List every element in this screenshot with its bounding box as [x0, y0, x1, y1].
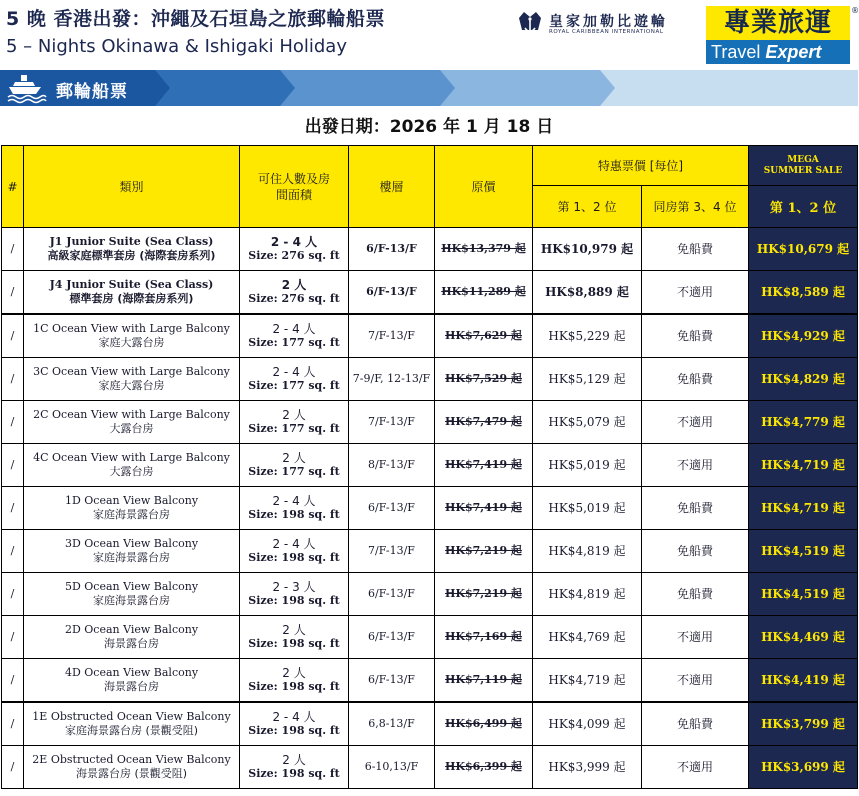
room-name-zh: 家庭海景露台房 (景觀受阻) — [64, 724, 199, 737]
row-hash: / — [2, 702, 24, 746]
third-fourth-guest: 免船費 — [642, 358, 749, 401]
original-price: HK$7,419 起 — [435, 487, 533, 530]
mega-sale-price: HK$3,699 起 — [749, 746, 858, 789]
royal-caribbean-logo — [515, 8, 675, 40]
col-special: 特惠票價 [每位] — [533, 146, 749, 186]
occupancy-size — [240, 616, 349, 659]
special-price: HK$5,229 起 — [533, 314, 642, 358]
room-category — [24, 659, 240, 703]
royal-caribbean-en: ROYAL CARIBBEAN INTERNATIONAL — [549, 29, 664, 35]
ship-icon — [6, 72, 46, 104]
mega-sale-price: HK$4,519 起 — [749, 573, 858, 616]
original-price: HK$7,529 起 — [435, 358, 533, 401]
occupancy: 2 - 4 人 — [270, 235, 318, 249]
room-name-en: 5D Ocean View Balcony — [64, 580, 199, 593]
room-name-en: 4D Ocean View Balcony — [64, 666, 199, 679]
original-price: HK$13,379 起 — [435, 228, 533, 271]
row-hash: / — [2, 358, 24, 401]
room-size: Size: 177 sq. ft — [248, 379, 340, 392]
room-name-zh: 家庭海景露台房 — [93, 594, 170, 607]
table-row — [2, 530, 858, 573]
original-price: HK$7,629 起 — [435, 314, 533, 358]
occupancy-size — [240, 314, 349, 358]
original-price: HK$7,419 起 — [435, 444, 533, 487]
room-size: Size: 198 sq. ft — [248, 637, 340, 650]
floor: 7/F-13/F — [349, 530, 435, 573]
travel-expert-zh: 專業旅運 — [706, 6, 850, 40]
col-special-34: 同房第 3、4 位 — [642, 186, 749, 228]
original-price: HK$11,289 起 — [435, 271, 533, 315]
room-size: Size: 198 sq. ft — [248, 680, 340, 693]
travel-expert-en — [706, 40, 850, 64]
col-mega-12-label: 第 1、2 位 — [769, 201, 837, 216]
row-hash: / — [2, 228, 24, 271]
mega-sale-price: HK$8,589 起 — [749, 271, 858, 315]
special-price: HK$4,819 起 — [533, 573, 642, 616]
room-category — [24, 746, 240, 789]
mega-sale-price: HK$4,779 起 — [749, 401, 858, 444]
page-title-en: 5 – Nights Okinawa & Ishigaki Holiday — [6, 36, 347, 57]
occupancy-size — [240, 487, 349, 530]
room-name-en: 3D Ocean View Balcony — [64, 537, 199, 550]
occupancy: 2 - 4 人 — [272, 537, 316, 551]
occupancy-size — [240, 358, 349, 401]
third-fourth-guest: 免船費 — [642, 487, 749, 530]
section-banner — [0, 70, 858, 108]
third-fourth-guest: 免船費 — [642, 573, 749, 616]
floor: 7/F-13/F — [349, 314, 435, 358]
occupancy: 2 - 4 人 — [272, 710, 316, 724]
floor: 6/F-13/F — [349, 573, 435, 616]
mega-sale-price: HK$10,679 起 — [749, 228, 858, 271]
room-size: Size: 198 sq. ft — [248, 551, 340, 564]
col-mega — [749, 146, 858, 186]
third-fourth-guest: 免船費 — [642, 702, 749, 746]
table-row — [2, 616, 858, 659]
room-size: Size: 276 sq. ft — [248, 249, 340, 262]
room-category — [24, 444, 240, 487]
occupancy-size — [240, 530, 349, 573]
original-price: HK$6,499 起 — [435, 702, 533, 746]
row-hash: / — [2, 314, 24, 358]
mega-sale-price: HK$4,929 起 — [749, 314, 858, 358]
col-category: 類別 — [24, 146, 240, 228]
third-fourth-guest: 不適用 — [642, 659, 749, 703]
third-fourth-guest: 不適用 — [642, 444, 749, 487]
occupancy: 2 人 — [282, 451, 306, 465]
occupancy-size — [240, 444, 349, 487]
third-fourth-guest: 不適用 — [642, 616, 749, 659]
table-row — [2, 444, 858, 487]
third-fourth-guest: 免船費 — [642, 314, 749, 358]
third-fourth-guest: 不適用 — [642, 746, 749, 789]
original-price: HK$7,119 起 — [435, 659, 533, 703]
room-name-zh: 家庭海景露台房 — [93, 508, 170, 521]
occupancy: 2 - 4 人 — [272, 365, 316, 379]
room-name-zh: 家庭大露台房 — [98, 379, 165, 392]
third-fourth-guest: 免船費 — [642, 228, 749, 271]
special-price: HK$4,099 起 — [533, 702, 642, 746]
room-size: Size: 177 sq. ft — [248, 336, 340, 349]
room-name-zh: 大露台房 — [109, 465, 154, 478]
occupancy: 2 - 4 人 — [272, 494, 316, 508]
room-category — [24, 401, 240, 444]
floor: 6-10,13/F — [349, 746, 435, 789]
room-name-zh: 海景露台房 — [104, 680, 159, 693]
room-category — [24, 314, 240, 358]
table-row — [2, 702, 858, 746]
occupancy-size — [240, 659, 349, 703]
mega-sale-label: MEGA SUMMER SALE — [763, 154, 843, 176]
mega-sale-price: HK$4,519 起 — [749, 530, 858, 573]
col-special-12: 第 1、2 位 — [533, 186, 642, 228]
travel-expert-word-2: Expert — [765, 42, 822, 62]
row-hash: / — [2, 616, 24, 659]
page-title-zh: 5 晚 香港出發：沖繩及石垣島之旅郵輪船票 — [6, 8, 385, 30]
room-name-zh: 家庭大露台房 — [98, 336, 165, 349]
room-name-zh: 大露台房 — [109, 422, 154, 435]
special-price: HK$5,019 起 — [533, 444, 642, 487]
mega-sale-price: HK$4,829 起 — [749, 358, 858, 401]
room-category — [24, 530, 240, 573]
table-row — [2, 358, 858, 401]
occupancy: 2 人 — [281, 278, 307, 292]
special-price: HK$10,979 起 — [533, 228, 642, 271]
room-category — [24, 358, 240, 401]
table-row — [2, 271, 858, 315]
floor: 7-9/F, 12-13/F — [349, 358, 435, 401]
table-row — [2, 659, 858, 703]
original-price: HK$7,219 起 — [435, 530, 533, 573]
row-hash: / — [2, 573, 24, 616]
banner-label: 郵輪船票 — [56, 82, 128, 102]
room-size: Size: 177 sq. ft — [248, 422, 340, 435]
row-hash: / — [2, 659, 24, 703]
room-name-zh: 家庭海景露台房 — [93, 551, 170, 564]
mega-sale-price: HK$4,469 起 — [749, 616, 858, 659]
floor: 6/F-13/F — [349, 659, 435, 703]
room-name-en: 4C Ocean View with Large Balcony — [33, 451, 230, 464]
mega-sale-price: HK$3,799 起 — [749, 702, 858, 746]
occupancy: 2 人 — [282, 753, 306, 767]
occupancy: 2 人 — [282, 666, 306, 680]
room-name-zh: 海景露台房 (景觀受阻) — [75, 767, 188, 780]
floor: 8/F-13/F — [349, 444, 435, 487]
occupancy: 2 人 — [282, 408, 306, 422]
table-row — [2, 487, 858, 530]
occupancy-size — [240, 271, 349, 315]
occupancy-size — [240, 573, 349, 616]
room-category — [24, 271, 240, 315]
page-header — [0, 0, 858, 70]
departure-date: 出發日期：2026 年 1 月 18 日 — [304, 117, 554, 137]
special-price: HK$8,889 起 — [533, 271, 642, 315]
crown-anchor-icon — [515, 8, 545, 38]
travel-expert-word-1: Travel — [711, 42, 761, 62]
room-size: Size: 177 sq. ft — [248, 465, 340, 478]
row-hash: / — [2, 487, 24, 530]
travel-expert-logo — [706, 6, 859, 64]
table-row — [2, 314, 858, 358]
floor: 7/F-13/F — [349, 401, 435, 444]
floor: 6/F-13/F — [349, 271, 435, 315]
occupancy: 2 - 3 人 — [272, 580, 316, 594]
row-hash: / — [2, 530, 24, 573]
special-price: HK$5,019 起 — [533, 487, 642, 530]
row-hash: / — [2, 401, 24, 444]
original-price: HK$7,169 起 — [435, 616, 533, 659]
table-row — [2, 228, 858, 271]
room-name-en: 1D Ocean View Balcony — [64, 494, 199, 507]
room-name-zh: 高級家庭標準套房 (海際套房系列) — [47, 249, 216, 262]
original-price: HK$7,479 起 — [435, 401, 533, 444]
room-category — [24, 702, 240, 746]
special-price: HK$5,079 起 — [533, 401, 642, 444]
room-size: Size: 198 sq. ft — [248, 724, 340, 737]
col-occupancy-label: 可住人數及房間面積 — [257, 171, 330, 202]
room-name-zh: 標準套房 (海際套房系列) — [69, 292, 194, 305]
special-price: HK$4,819 起 — [533, 530, 642, 573]
room-category — [24, 573, 240, 616]
room-name-en: 1E Obstructed Ocean View Balcony — [32, 710, 231, 723]
mega-sale-price: HK$4,719 起 — [749, 444, 858, 487]
third-fourth-guest: 不適用 — [642, 271, 749, 315]
room-category — [24, 487, 240, 530]
registered-mark: ® — [851, 6, 859, 15]
room-name-en: 3C Ocean View with Large Balcony — [33, 365, 230, 378]
room-size: Size: 198 sq. ft — [248, 508, 340, 521]
room-name-zh: 海景露台房 — [104, 637, 159, 650]
room-name-en: 2C Ocean View with Large Balcony — [33, 408, 230, 421]
col-mega-12 — [749, 186, 858, 228]
royal-caribbean-zh: 皇家加勒比遊輪 — [549, 14, 668, 30]
room-category — [24, 616, 240, 659]
row-hash: / — [2, 271, 24, 315]
room-name-en: J4 Junior Suite (Sea Class) — [49, 278, 214, 291]
occupancy-size — [240, 228, 349, 271]
occupancy-size — [240, 746, 349, 789]
occupancy-size — [240, 702, 349, 746]
room-category — [24, 228, 240, 271]
room-name-en: 2D Ocean View Balcony — [64, 623, 199, 636]
floor: 6/F-13/F — [349, 487, 435, 530]
room-name-en: 1C Ocean View with Large Balcony — [33, 322, 230, 335]
mega-sale-price: HK$4,419 起 — [749, 659, 858, 703]
floor: 6/F-13/F — [349, 616, 435, 659]
table-row — [2, 573, 858, 616]
floor: 6/F-13/F — [349, 228, 435, 271]
occupancy-size — [240, 401, 349, 444]
banner-chevrons — [150, 70, 858, 106]
mega-sale-price: HK$4,719 起 — [749, 487, 858, 530]
col-occupancy — [240, 146, 349, 228]
special-price: HK$4,769 起 — [533, 616, 642, 659]
occupancy: 2 - 4 人 — [272, 322, 316, 336]
special-price: HK$5,129 起 — [533, 358, 642, 401]
room-size: Size: 198 sq. ft — [248, 767, 340, 780]
third-fourth-guest: 免船費 — [642, 530, 749, 573]
room-size: Size: 198 sq. ft — [248, 594, 340, 607]
room-name-en: J1 Junior Suite (Sea Class) — [49, 235, 214, 248]
row-hash: / — [2, 746, 24, 789]
row-hash: / — [2, 444, 24, 487]
room-name-en: 2E Obstructed Ocean View Balcony — [32, 753, 231, 766]
col-original: 原價 — [435, 146, 533, 228]
third-fourth-guest: 不適用 — [642, 401, 749, 444]
original-price: HK$7,219 起 — [435, 573, 533, 616]
table-row — [2, 746, 858, 789]
room-size: Size: 276 sq. ft — [248, 292, 340, 305]
special-price: HK$4,719 起 — [533, 659, 642, 703]
fare-table — [1, 145, 858, 789]
original-price: HK$6,399 起 — [435, 746, 533, 789]
table-row — [2, 401, 858, 444]
col-floor: 樓層 — [349, 146, 435, 228]
col-hash: # — [2, 146, 24, 228]
special-price: HK$3,999 起 — [533, 746, 642, 789]
occupancy: 2 人 — [282, 623, 306, 637]
floor: 6,8-13/F — [349, 702, 435, 746]
